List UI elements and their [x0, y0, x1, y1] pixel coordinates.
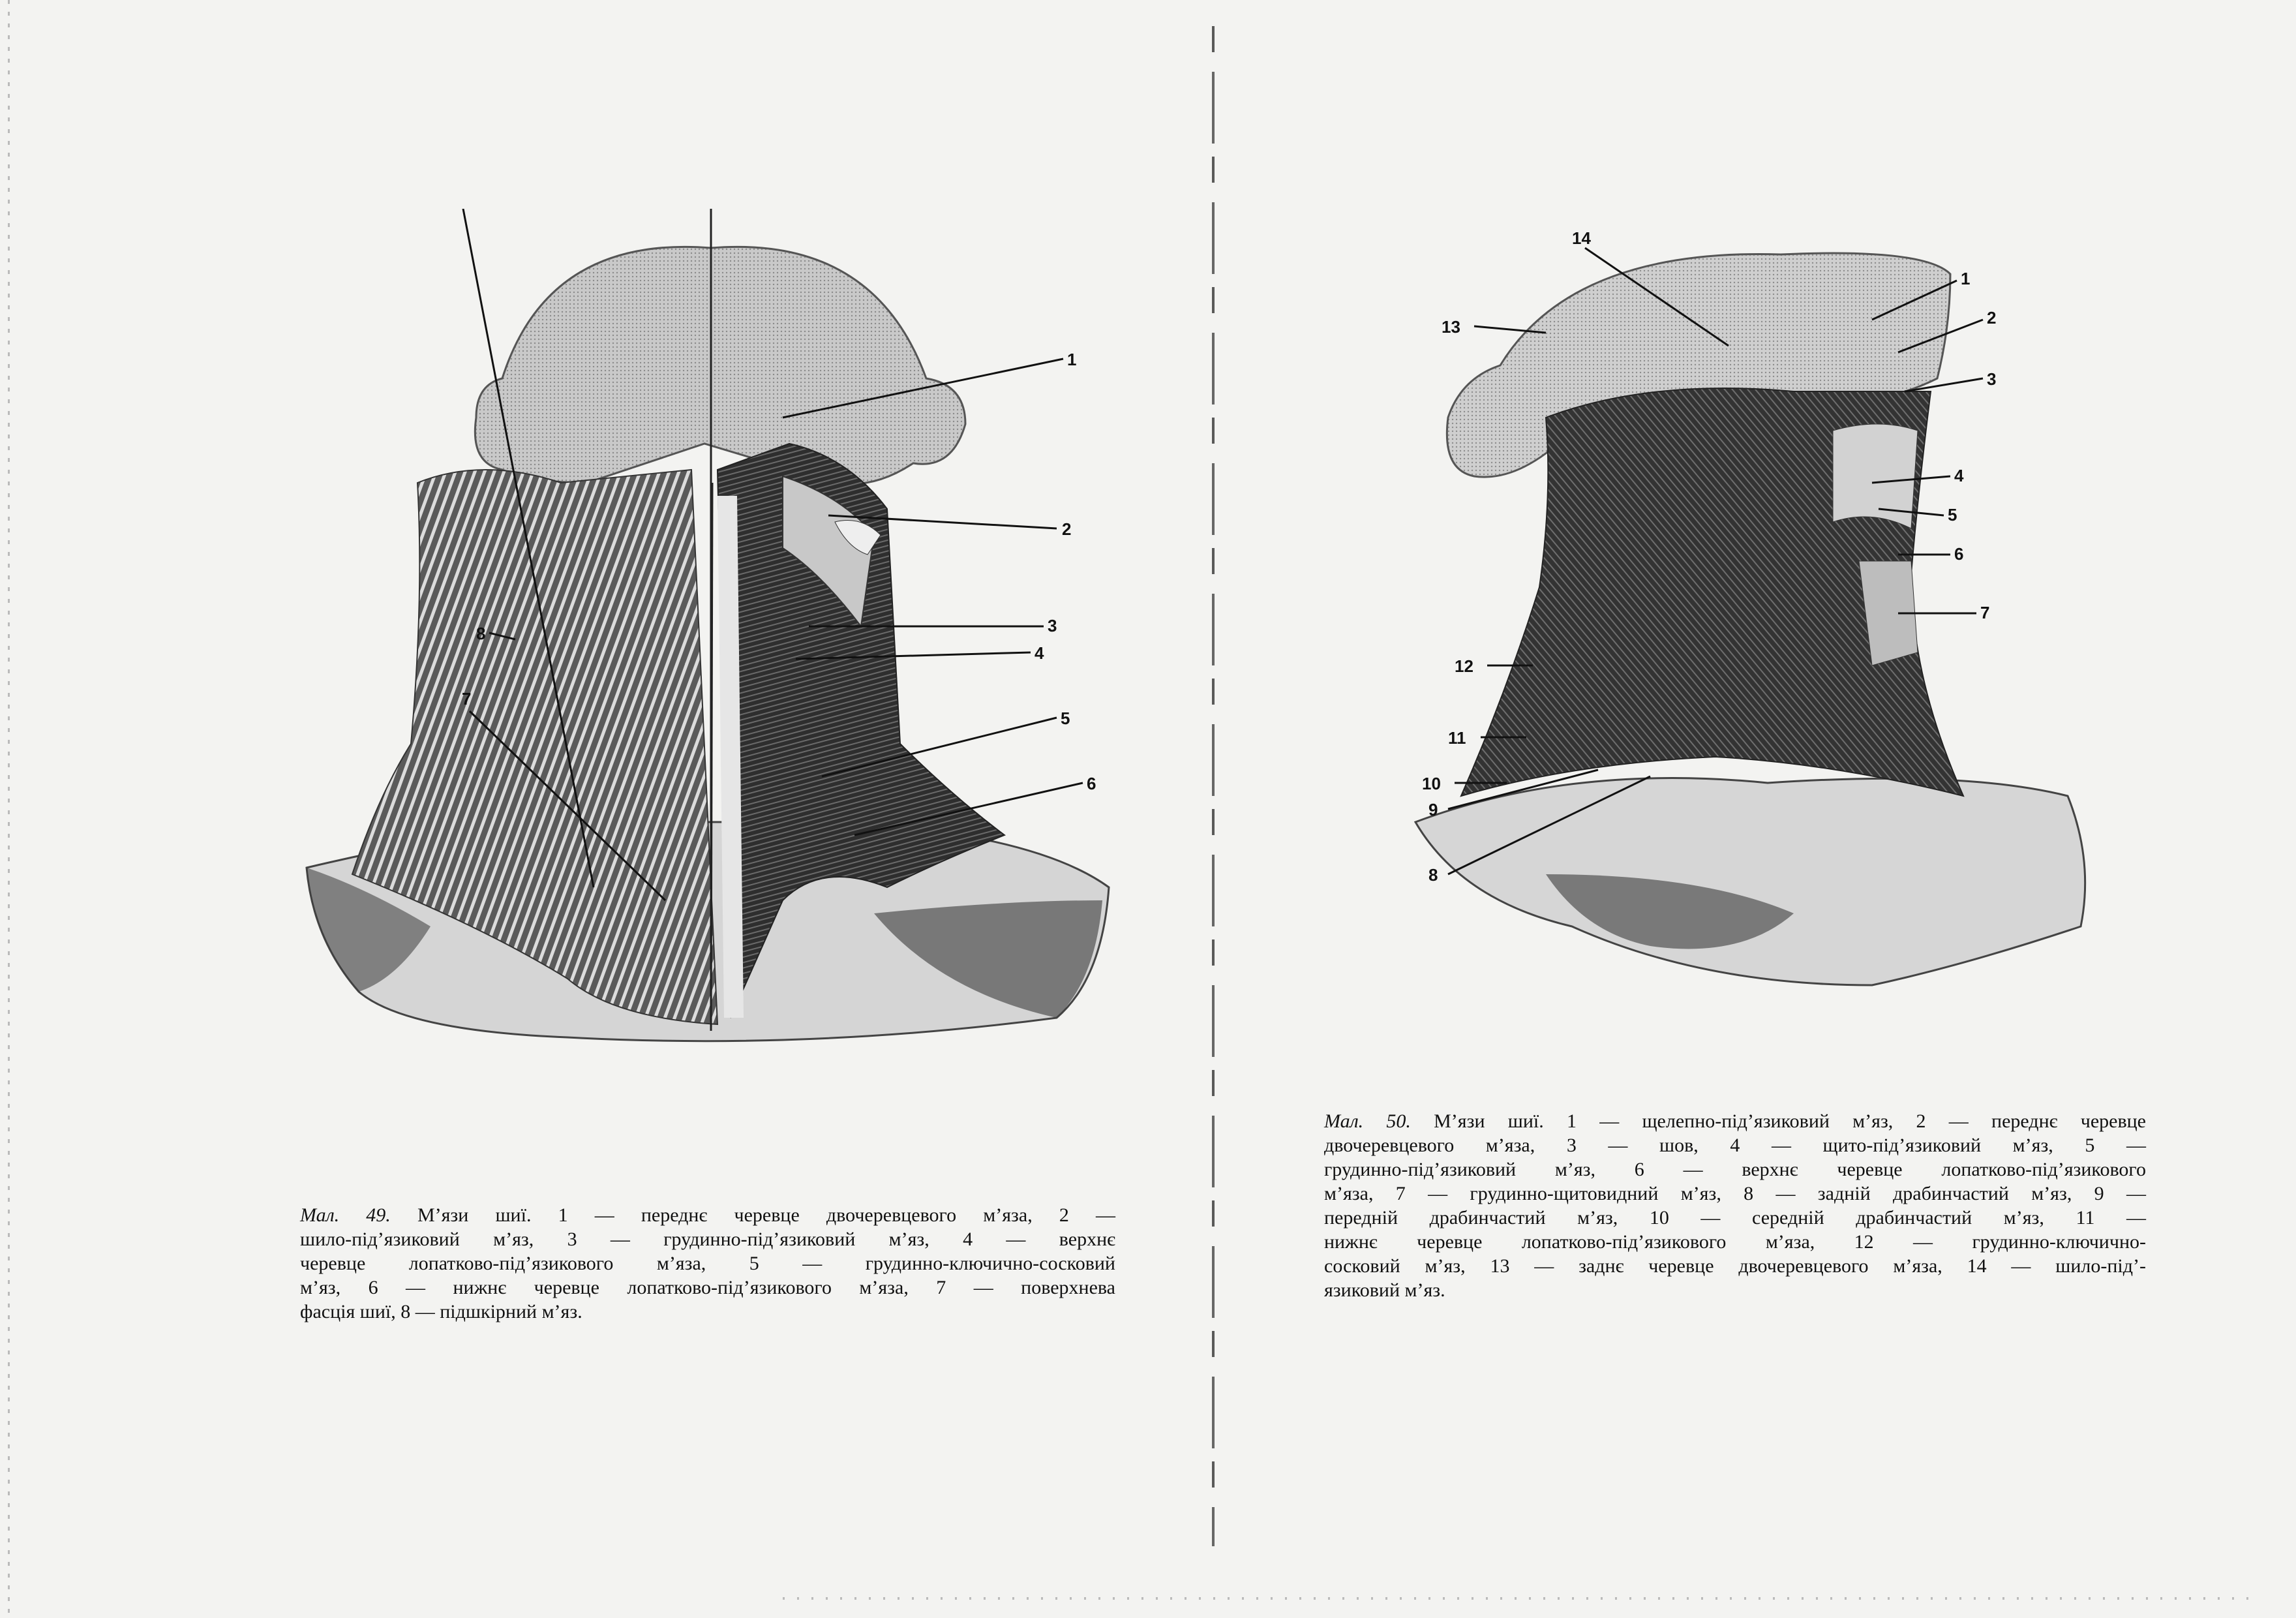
- caption-50-line-2: двочеревцевого м’яза, 3 — шов, 4 — щито-під’язиковий м’яз, 5 —: [1324, 1135, 2146, 1156]
- fig50-label-11: 11: [1448, 728, 1466, 748]
- caption-50-line-5: передній драбинчастий м’яз, 10 — середній драбинчастий м’яз, 11 —: [1324, 1207, 2146, 1229]
- caption-50-line-1: Мал. 50. М’язи шиї. 1 — щелепно-під’язиковий м’яз, 2 — переднє черевце: [1324, 1110, 2146, 1132]
- fig50-label-6: 6: [1954, 544, 1964, 564]
- fig49-label-1: 1: [1067, 350, 1077, 369]
- caption-50-line-4: м’яза, 7 — грудинно-щитовидний м’яз, 8 — задній драбинчастий м’яз, 9 —: [1324, 1183, 2146, 1204]
- figure-50-caption: [1324, 1109, 2146, 1302]
- fig50-label-4: 4: [1954, 466, 1964, 485]
- figure-50-number: Мал. 50.: [1324, 1110, 1411, 1132]
- figure-49-caption: [300, 1203, 1115, 1324]
- fig50-label-13: 13: [1442, 317, 1460, 337]
- book-gutter: [1212, 26, 1215, 1546]
- fig49-label-5: 5: [1061, 709, 1070, 728]
- caption-49-line-5: фасція шиї, 8 — підшкірний м’яз.: [300, 1301, 582, 1322]
- caption-50-line-8: язиковий м’яз.: [1324, 1279, 1445, 1301]
- fig49-label-3: 3: [1048, 616, 1057, 635]
- caption-49-line-4: м’яз, 6 — нижнє черевце лопатково-під’язикового м’яза, 7 — поверхнева: [300, 1277, 1115, 1298]
- fig49-label-8: 8: [476, 624, 486, 643]
- fig50-label-12: 12: [1455, 656, 1473, 676]
- caption-49-line-1: Мал. 49. М’язи шиї. 1 — переднє черевце двочеревцевого м’яза, 2 —: [300, 1204, 1115, 1226]
- fig50-label-14: 14: [1572, 228, 1591, 248]
- fig50-label-10: 10: [1422, 774, 1441, 793]
- caption-49-line-3: черевце лопатково-під’язикового м’яза, 5 — грудинно-ключично-сосковий: [300, 1253, 1115, 1274]
- fig49-label-2: 2: [1062, 519, 1072, 539]
- page-edge: [8, 0, 10, 1618]
- fig50-label-2: 2: [1987, 308, 1997, 328]
- caption-50-line-7: сосковий м’яз, 13 — заднє черевце двочеревцевого м’яза, 14 — шило-під’-: [1324, 1255, 2146, 1277]
- figure-49-illustration: [287, 209, 1135, 1070]
- caption-49-line-2: шило-під’язиковий м’яз, 3 — грудинно-під’язиковий м’яз, 4 — верхнє: [300, 1229, 1115, 1250]
- figure-50-illustration: [1376, 222, 2146, 1018]
- scan-noise: [783, 1597, 2250, 1600]
- fig50-label-9: 9: [1428, 800, 1438, 819]
- fig50-label-8: 8: [1428, 865, 1438, 885]
- fig50-label-3: 3: [1987, 369, 1997, 389]
- fig50-label-7: 7: [1980, 603, 1990, 622]
- caption-50-line-6: нижнє черевце лопатково-під’язикового м’яза, 12 — грудинно-ключично-: [1324, 1231, 2146, 1253]
- fig49-label-4: 4: [1035, 643, 1044, 663]
- figure-49-number: Мал. 49.: [300, 1204, 391, 1226]
- fig50-label-5: 5: [1948, 505, 1957, 525]
- fig49-label-7: 7: [462, 689, 472, 709]
- fig50-label-1: 1: [1961, 269, 1971, 288]
- caption-50-line-3: грудинно-під’язиковий м’яз, 6 — верхнє черевце лопатково-під’язикового: [1324, 1159, 2146, 1180]
- fig49-label-6: 6: [1087, 774, 1096, 793]
